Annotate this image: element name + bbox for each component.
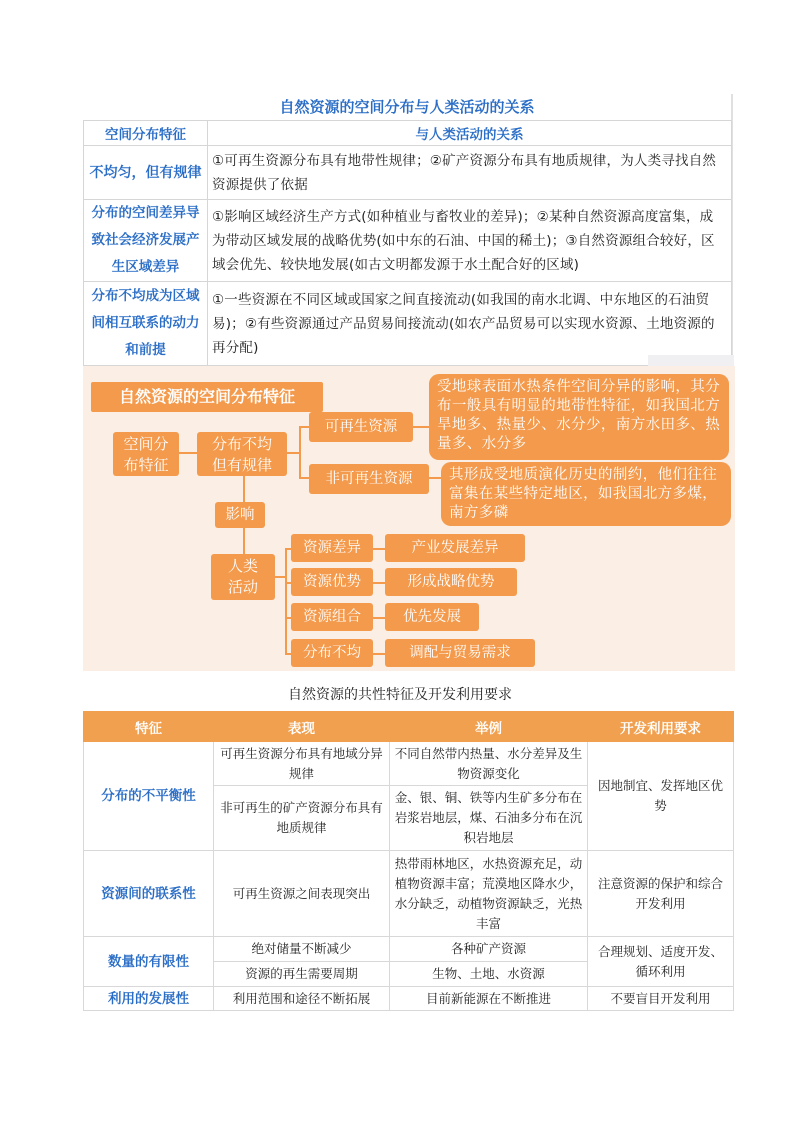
table-row	[84, 987, 734, 1011]
show-cell: 绝对储量不断减少	[214, 937, 390, 962]
example-cell: 热带雨林地区，水热资源充足，动植物资源丰富；荒漠地区降水少，水分缺乏，动植物资源缺乏，光热丰富	[390, 851, 588, 937]
show-cell: 利用范围和途径不断拓展	[214, 987, 390, 1011]
connector-line	[299, 477, 309, 479]
column-header: 表现	[214, 712, 390, 742]
example-cell: 目前新能源在不断推进	[390, 987, 588, 1011]
show-cell: 可再生资源分布具有地域分异规律	[214, 742, 390, 786]
connector-line	[413, 426, 429, 428]
column-header: 与人类活动的关系	[208, 121, 732, 146]
connector-line	[429, 477, 441, 479]
column-header: 空间分布特征	[84, 121, 208, 146]
column-header: 开发利用要求	[588, 712, 734, 742]
resource-left-node: 资源差异	[291, 534, 373, 562]
connector-line	[373, 653, 385, 655]
resource-left-node: 资源组合	[291, 603, 373, 631]
example-cell: 金、银、铜、铁等内生矿多分布在岩浆岩地层，煤、石油多分布在沉积岩地层	[390, 786, 588, 851]
connector-line	[373, 548, 385, 550]
table-row	[84, 200, 732, 282]
connector-line	[285, 548, 287, 654]
table-row	[84, 742, 734, 786]
resource-right-node: 产业发展差异	[385, 534, 525, 562]
connector-line	[275, 576, 285, 578]
table-row	[84, 937, 734, 962]
show-cell: 可再生资源之间表现突出	[214, 851, 390, 937]
human-activity-node: 人类活动	[211, 554, 275, 600]
example-cell: 生物、土地、水资源	[390, 962, 588, 987]
resource-right-node: 优先发展	[385, 603, 479, 631]
resource-right-node: 调配与贸易需求	[385, 639, 535, 667]
table-header-row	[84, 712, 734, 742]
feature-cell: 分布的不平衡性	[84, 742, 214, 851]
connector-line	[299, 426, 309, 428]
relation-cell: ①一些资源在不同区域或国家之间直接流动(如我国的南水北调、中东地区的石油贸易)；②有些资源通过产品贸易间接流动(如农产品贸易可以实现水资源、土地资源的再分配)	[208, 282, 732, 366]
table-row	[84, 851, 734, 937]
table-row	[84, 146, 732, 200]
relation-table-title: 自然资源的空间分布与人类活动的关系	[279, 98, 535, 116]
feature-cell: 分布不均成为区域间相互联系的动力和前提	[84, 282, 208, 366]
renewable-node: 可再生资源	[309, 412, 413, 442]
feature-cell: 分布的空间差异导致社会经济发展产生区域差异	[84, 200, 208, 282]
column-header: 举例	[390, 712, 588, 742]
show-cell: 资源的再生需要周期	[214, 962, 390, 987]
example-cell: 不同自然带内热量、水分差异及生物资源变化	[390, 742, 588, 786]
relation-table-section	[83, 94, 733, 368]
renewable-note: 受地球表面水热条件空间分异的影响，其分布一般具有明显的地带性特征，如我国北方旱地多、热量少、水分少，南方水田多、热量多、水分多	[429, 374, 729, 460]
nonrenewable-note: 其形成受地质演化历史的制约，他们往往富集在某些特定地区，如我国北方多煤，南方多磷	[441, 462, 731, 526]
resource-right-node: 形成战略优势	[385, 568, 517, 596]
requirement-cell: 因地制宜、发挥地区优势	[588, 742, 734, 851]
influence-node: 影响	[215, 502, 265, 528]
mindmap-title: 自然资源的空间分布特征	[91, 382, 323, 412]
requirement-cell: 不要盲目开发利用	[588, 987, 734, 1011]
feature-cell: 数量的有限性	[84, 937, 214, 987]
relation-table	[83, 120, 732, 366]
relation-cell: ①可再生资源分布具有地带性规律；②矿产资源分布具有地质规律，为人类寻找自然资源提供了依据	[208, 146, 732, 200]
table-row	[84, 282, 732, 366]
connector-line	[299, 426, 301, 478]
feature-cell: 不均匀，但有规律	[84, 146, 208, 200]
mindmap-diagram	[83, 366, 735, 671]
table-header-row	[84, 121, 732, 146]
example-cell: 各种矿产资源	[390, 937, 588, 962]
resource-left-node: 分布不均	[291, 639, 373, 667]
requirement-cell: 合理规划、适度开发、循环利用	[588, 937, 734, 987]
show-cell: 非可再生的矿产资源分布具有地质规律	[214, 786, 390, 851]
root-node: 空间分布特征	[113, 432, 179, 476]
connector-line	[179, 452, 197, 454]
feature-table-caption: 自然资源的共性特征及开发利用要求	[288, 687, 512, 703]
feature-table	[83, 711, 734, 1011]
resource-left-node: 资源优势	[291, 568, 373, 596]
nonrenewable-node: 非可再生资源	[309, 464, 429, 494]
feature-cell: 资源间的联系性	[84, 851, 214, 937]
connector-line	[287, 452, 299, 454]
requirement-cell: 注意资源的保护和综合开发利用	[588, 851, 734, 937]
connector-line	[373, 617, 385, 619]
center-node: 分布不均但有规律	[197, 432, 287, 476]
relation-cell: ①影响区域经济生产方式(如种植业与畜牧业的差异)；②某种自然资源高度富集，成为带动区域发展的战略优势(如中东的石油、中国的稀土)；③自然资源组合较好，区域会优先、较快地发展(如古文明都发源于水土配合好的区域)	[208, 200, 732, 282]
column-header: 特征	[84, 712, 214, 742]
connector-line	[373, 582, 385, 584]
feature-cell: 利用的发展性	[84, 987, 214, 1011]
